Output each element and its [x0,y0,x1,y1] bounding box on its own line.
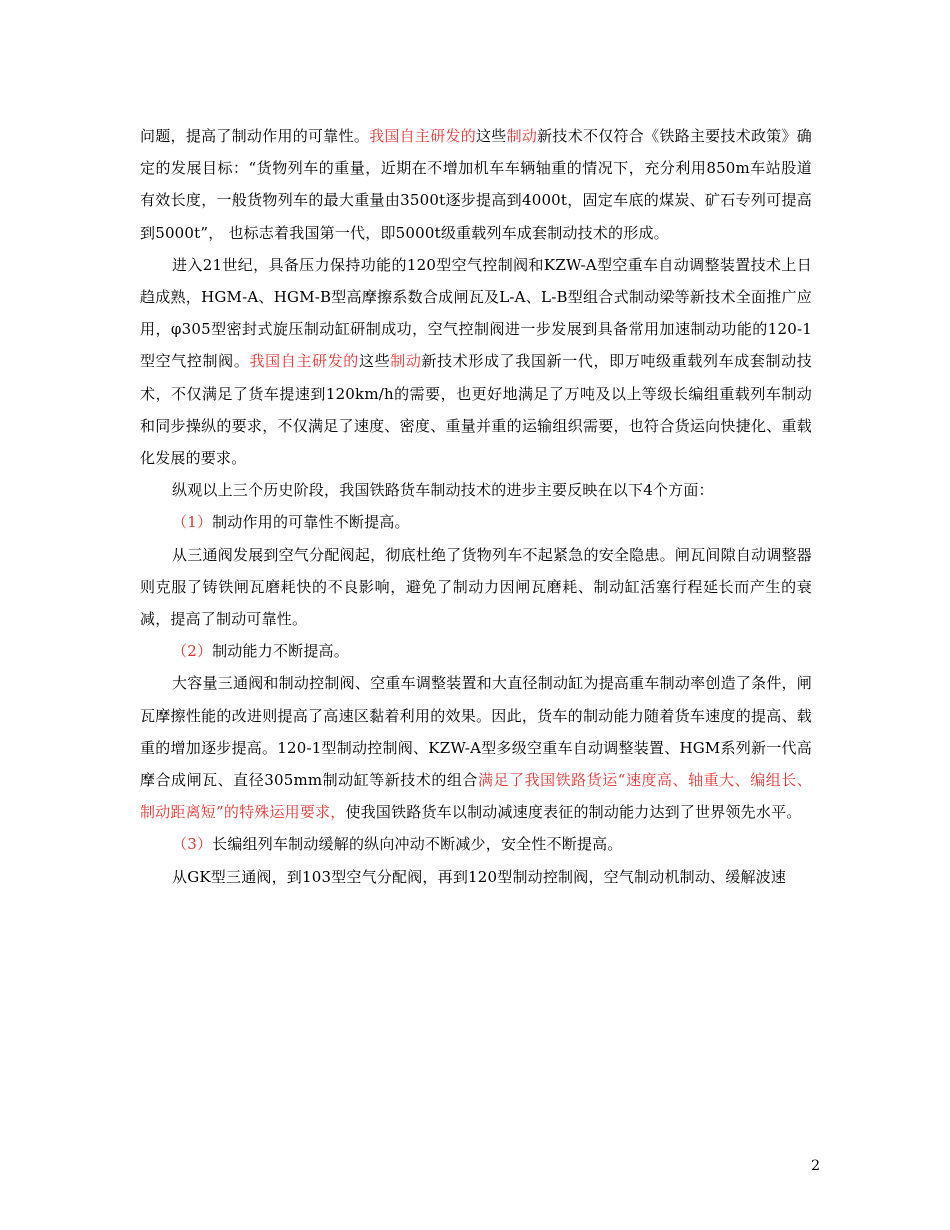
highlighted-text: （1） [172,513,213,532]
body-text: 纵观以上三个历史阶段，我国铁路货车制动技术的进步主要反映在以下4个方面： [172,481,714,500]
paragraph-p3 [140,474,812,506]
paragraph-p7 [140,667,812,828]
document-body [140,120,812,893]
body-text: 制动能力不断提高。 [212,642,349,661]
body-text: 问题，提高了制动作用的可靠性。 [140,127,370,145]
body-text: 新技术形成了我国新一代，即万吨级重载列车成套制动技术，不仅满足了货车提速到120km/h的需要，也更好地满足了万吨及以上等级长编组重载列车制动和同步操纵的要求，不仅满足了速度、密度、重量并重的运输组织需要，也符合货运向快捷化、重载化发展的要求。 [140,352,812,468]
paragraph-p2 [140,249,812,474]
paragraph-p4 [140,506,812,538]
body-text: 制动作用的可靠性不断提高。 [212,513,410,532]
body-text: 这些 [358,352,391,371]
highlighted-text: 我国自主研发的 [249,352,359,371]
body-text: 进入21世纪，具备压力保持功能的120型空气控制阀和KZW-A型空重车自动调整装置技术上日趋成熟，HGM-A、HGM-B型高摩擦系数合成闸瓦及L-A、L-B型组合式制动梁等新技术全面推广应用，φ305型密封式旋压制动缸研制成功，空气控制阀进一步发展到具备常用加速制动功能的120-1型空气控制阀。 [140,255,812,371]
body-text: 长编组列车制动缓解的纵向冲动不断减少，安全性不断提高。 [212,835,623,854]
paragraph-p9 [140,861,812,893]
highlighted-text: 我国自主研发的 [369,127,477,145]
highlighted-text: 制动 [506,127,538,145]
body-text: 这些 [476,127,507,145]
paragraph-p8 [140,828,812,860]
highlighted-text: 满足了我国铁路货运“速度高、轴重大、编组长、制动距离短”的特殊运用要求， [140,771,812,822]
body-text: 使我国铁路货车以制动减速度表征的制动能力达到了世界领先水平。 [345,803,802,822]
body-text: 新技术不仅符合《铁路主要技术政策》确定的发展目标：“货物列车的重量，近期在不增加机车车辆轴重的情况下，充分利用850m车站股道有效长度，一般货物列车的最大重量由3500t逐步提高到4000t，固定车底的煤炭、矿石专列可提高到5000t”， 也标志着我国第一代，即5000t级重载列车成套制动技术的形成。 [140,127,813,242]
page-number: 2 [811,1158,820,1174]
highlighted-text: （2） [172,642,213,661]
body-text: 从三通阀发展到空气分配阀起，彻底杜绝了货物列车不起紧急的安全隐患。闸瓦间隙自动调整器则克服了铸铁闸瓦磨耗快的不良影响，避免了制动力因闸瓦磨耗、制动缸活塞行程延长而产生的衰减，提高了制动可靠性。 [140,545,812,629]
body-text: 大容量三通阀和制动控制阀、空重车调整装置和大直径制动缸为提高重车制动率创造了条件，闸瓦摩擦性能的改进则提高了高速区黏着利用的效果。因此，货车的制动能力随着货车速度的提高、载重的增加逐步提高。120-1型制动控制阀、KZW-A型多级空重车自动调整装置、HGM系列新一代高摩合成闸瓦、直径305mm制动缸等新技术的组合 [140,674,812,790]
paragraph-p5 [140,539,812,636]
highlighted-text: 制动 [390,352,422,371]
paragraph-p1 [140,120,812,249]
body-text: 从GK型三通阀，到103型空气分配阀，再到120型制动控制阀，空气制动机制动、缓解波速 [172,867,787,886]
highlighted-text: （3） [172,835,213,854]
paragraph-p6 [140,635,812,667]
